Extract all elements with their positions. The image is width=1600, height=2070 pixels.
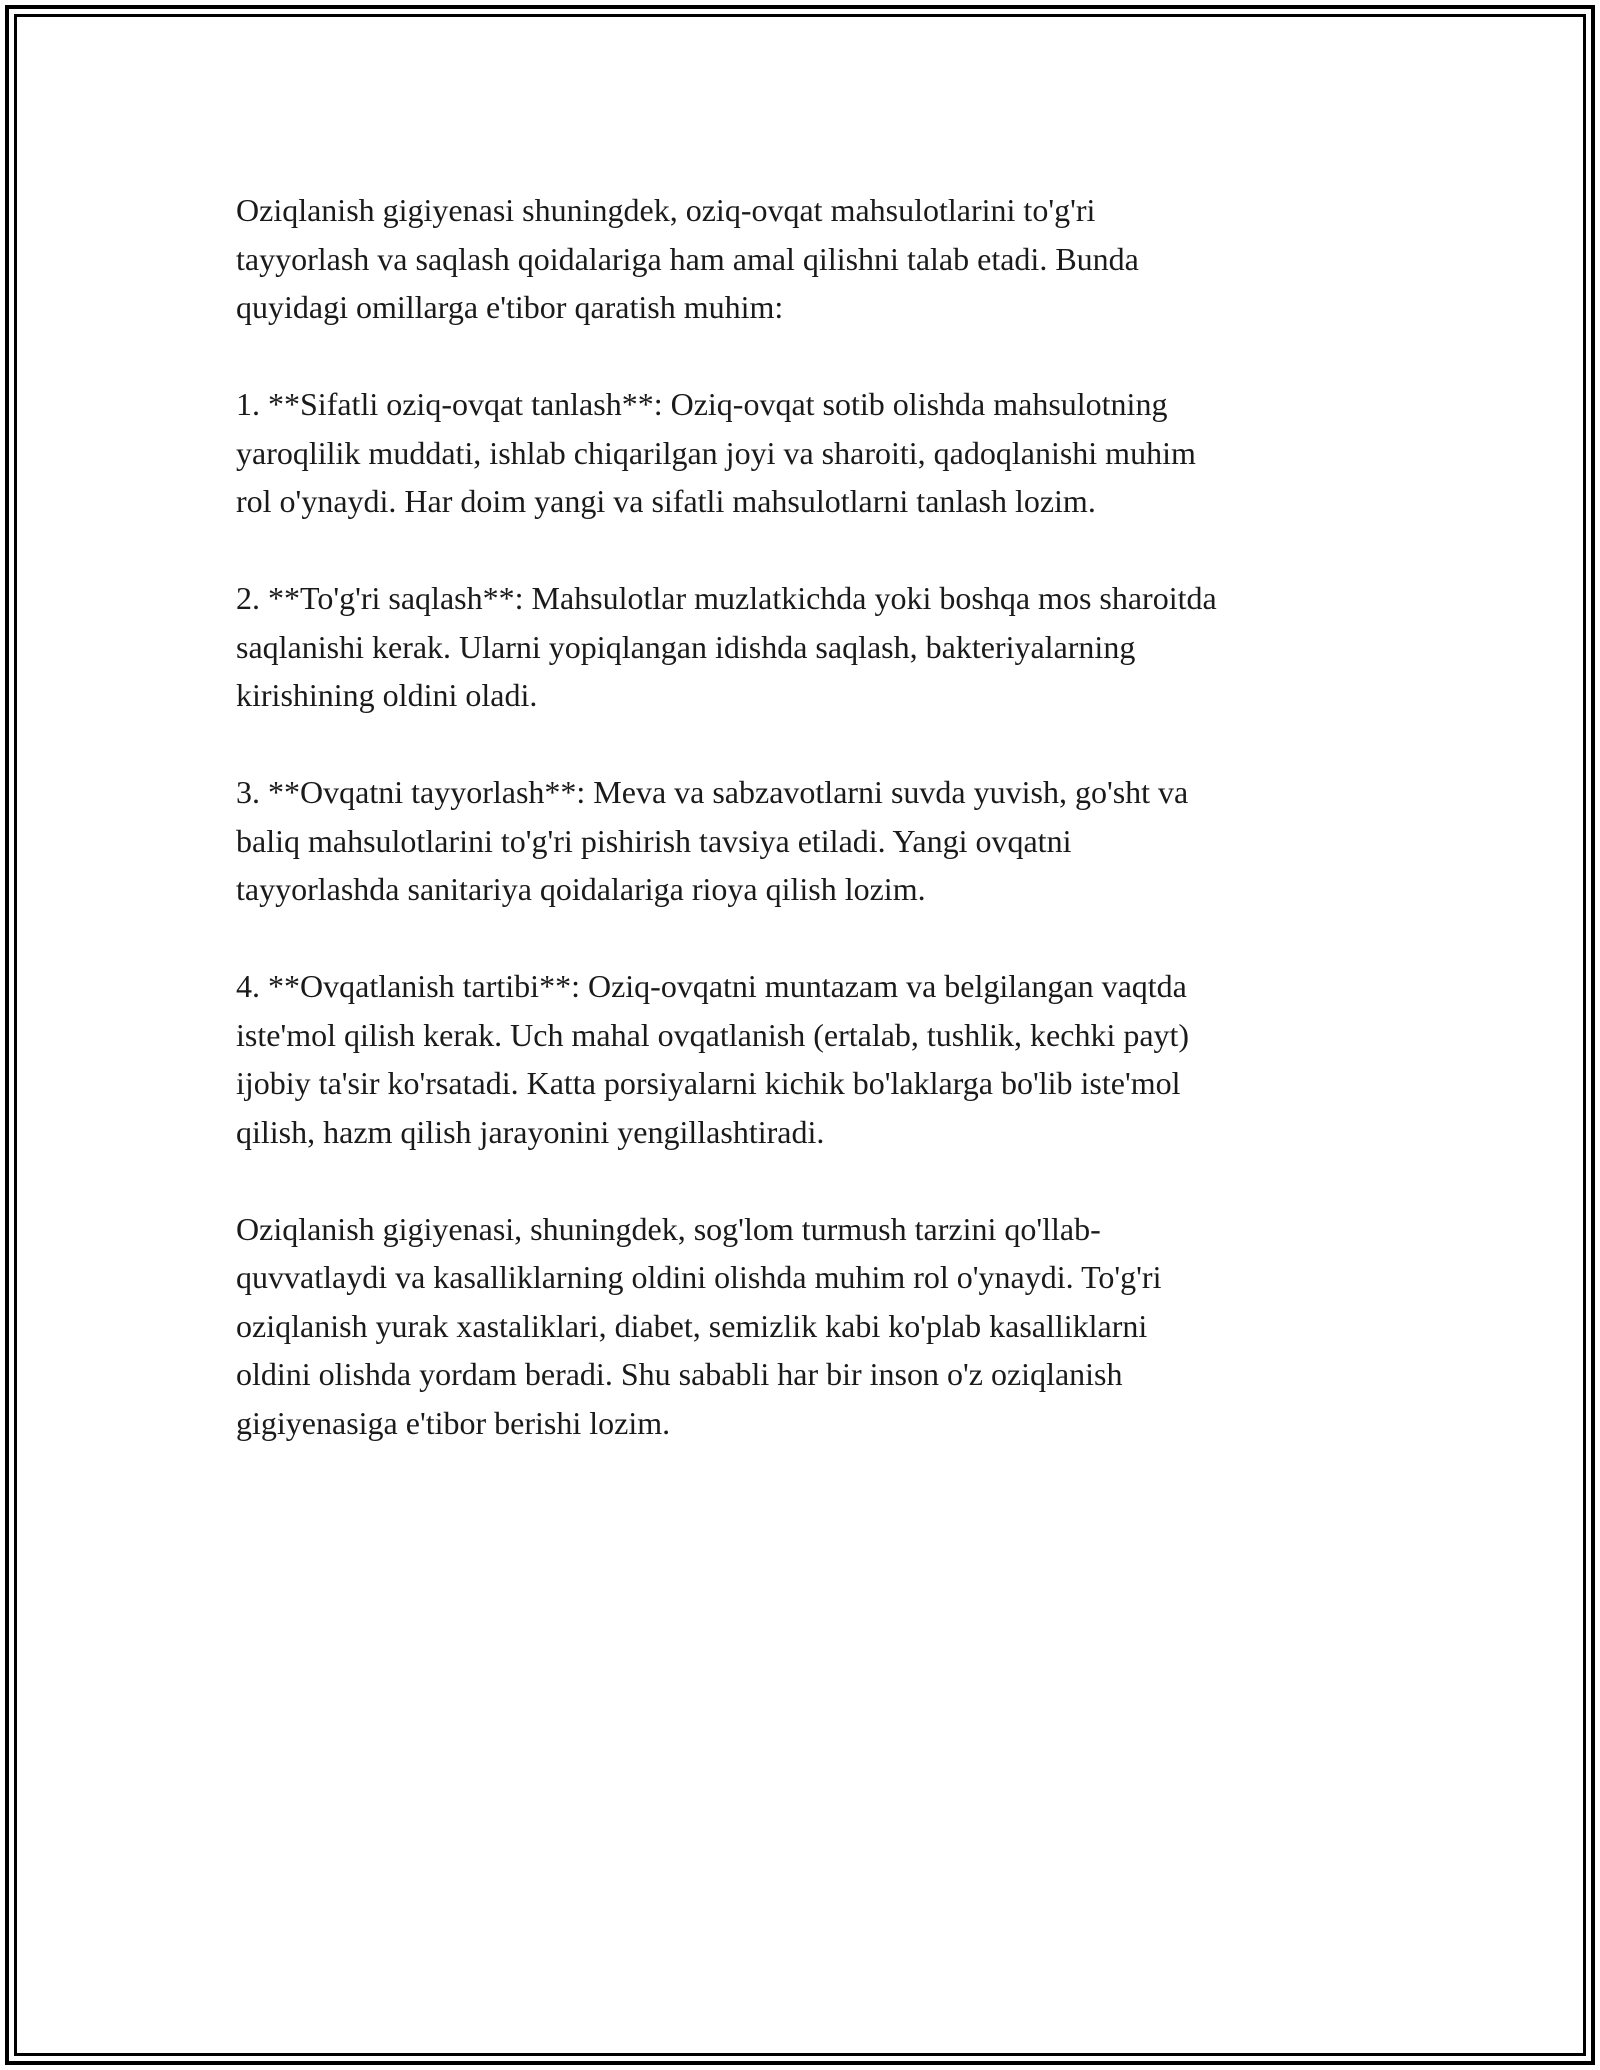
list-item-1: 1. **Sifatli oziq-ovqat tanlash**: Oziq-ovqat sotib olishda mahsulotning yaroqlilik muddati, ishlab chiqarilgan joyi va sharoiti, qadoqlanishi muhim rol o'ynaydi. Har doim yangi va sifatli mahsulotlarni tanlash lozim. [236,386,1196,519]
intro-paragraph: Oziqlanish gigiyenasi shuningdek, oziq-ovqat mahsulotlarini to'g'ri tayyorlash va saqlash qoidalariga ham amal qilishni talab etadi. Bunda quyidagi omillarga e'tibor qaratish muhim: [236,192,1139,325]
conclusion-paragraph: Oziqlanish gigiyenasi, shuningdek, sog'lom turmush tarzini qo'llab- quvvatlaydi va kasalliklarning oldini olishda muhim rol o'ynaydi. To'g'ri oziqlanish yurak xastaliklari, diabet, semizlik kabi ko'plab kasalliklarni oldini olishda yordam beradi. Shu sababli har bir inson o'z oziqlanish gigiyenasiga e'tibor berishi lozim. [236,1210,1162,1441]
document-body [236,186,1376,1447]
list-item-2: 2. **To'g'ri saqlash**: Mahsulotlar muzlatkichda yoki boshqa mos sharoitda saqlanishi kerak. Ularni yopiqlangan idishda saqlash, bakteriyalarning kirishining oldini oladi. [236,580,1217,713]
list-item-3: 3. **Ovqatni tayyorlash**: Meva va sabzavotlarni suvda yuvish, go'sht va baliq mahsulotlarini to'g'ri pishirish tavsiya etiladi. Yangi ovqatni tayyorlashda sanitariya qoidalariga rioya qilish lozim. [236,774,1189,907]
list-item-4: 4. **Ovqatlanish tartibi**: Oziq-ovqatni muntazam va belgilangan vaqtda iste'mol qilish kerak. Uch mahal ovqatlanish (ertalab, tushlik, kechki payt) ijobiy ta'sir ko'rsatadi. Katta porsiyalarni kichik bo'laklarga bo'lib iste'mol qilish, hazm qilish jarayonini yengillashtiradi. [236,968,1190,1150]
